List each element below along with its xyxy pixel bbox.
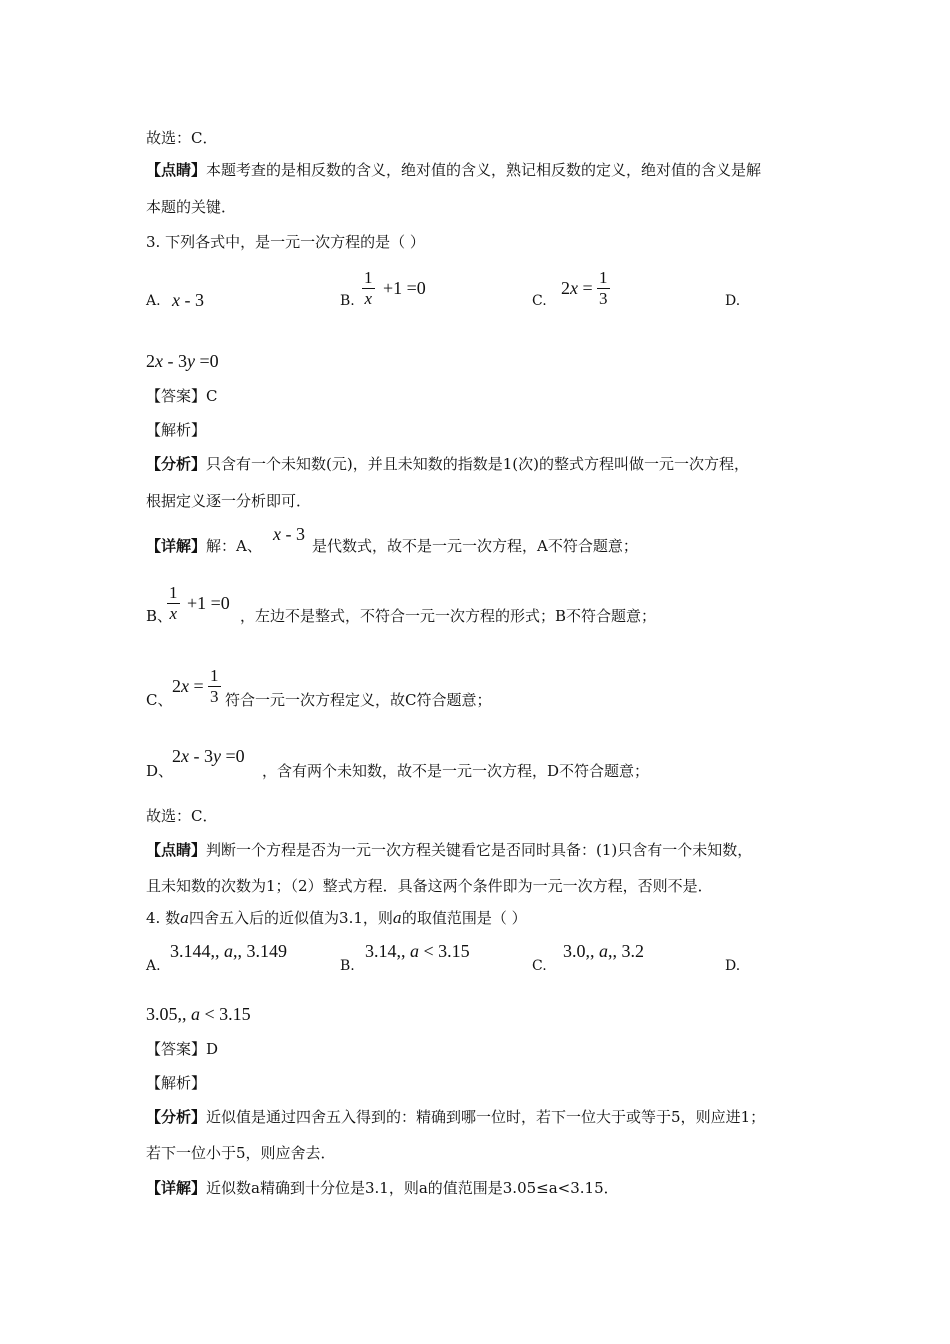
q3-label-a: A.	[146, 293, 161, 309]
q3-option-c-fraction: $\frac{1}{3}$	[599, 268, 608, 308]
q3-option-b-rest: +1 =0	[383, 278, 426, 298]
q3-conclusion: 故选：C．	[146, 807, 218, 825]
q3-option-b-fraction: $\frac{1}{x}$	[364, 268, 373, 308]
q3-detail-a-expr: x - 3	[273, 524, 305, 544]
q4-option-c: 3.0,, a,, 3.2	[563, 941, 644, 961]
comment-line-1	[146, 160, 761, 180]
q4-option-b: 3.14,, a < 3.15	[365, 941, 470, 961]
conclusion-line: 故选：C．	[146, 129, 218, 147]
q3-detail-c-suffix: 符合一元一次方程定义，故C符合题意；	[225, 691, 492, 709]
q3-detail-d-prefix: D、	[146, 762, 174, 780]
q3-detail-d-expr: 2x - 3y =0	[172, 746, 245, 766]
q3-answer: 【答案】C	[146, 387, 218, 405]
q3-option-d: 2x - 3y =0	[146, 351, 219, 371]
comment-text: 本题考查的是相反数的含义，绝对值的含义，熟记相反数的定义，绝对值的含义是解	[206, 161, 762, 179]
q3-comment-line-1: 【点睛】判断一个方程是否为一元一次方程关键看它是否同时具备：(1)只含有一个未知数，	[146, 841, 753, 859]
q3-detail-b-rest: +1 =0	[187, 593, 230, 613]
q3-label-b: B.	[340, 293, 355, 309]
q4-label-c: C.	[532, 958, 547, 974]
q3-detail-b-fraction: $\frac{1}{x}$	[169, 583, 178, 623]
q4-analysis-line-1: 【分析】近似值是通过四舍五入得到的：精确到哪一位时，若下一位大于或等于5，则应进1；	[146, 1108, 766, 1126]
q3-analysis-tag: 【解析】	[146, 421, 207, 439]
q3-label-d: D.	[725, 293, 741, 309]
q4-analysis-tag: 【解析】	[146, 1074, 207, 1092]
q3-detail-c-left: 2x =	[172, 676, 204, 696]
q3-option-c-left: 2x =	[561, 278, 593, 298]
question-3-stem: 3. 下列各式中，是一元一次方程的是（ ）	[146, 233, 425, 251]
comment-line-2: 本题的关键．	[146, 198, 237, 216]
q3-detail-c-fraction: $\frac{1}{3}$	[210, 666, 219, 706]
q3-analysis-line-2: 根据定义逐一分析即可．	[146, 492, 312, 510]
q4-option-d: 3.05,, a < 3.15	[146, 1004, 251, 1024]
q3-detail-b-prefix: B、	[146, 607, 173, 625]
q3-detail-a-suffix: 是代数式，故不是一元一次方程，A不符合题意；	[312, 537, 638, 555]
q4-label-d: D.	[725, 958, 741, 974]
q3-analysis-line-1: 【分析】只含有一个未知数(元)，并且未知数的指数是1(次)的整式方程叫做一元一次方程，	[146, 455, 749, 473]
q4-option-a: 3.144,, a,, 3.149	[170, 941, 287, 961]
q3-detail-d-suffix: ，含有两个未知数，故不是一元一次方程，D不符合题意；	[262, 762, 650, 780]
q3-option-a: x - 3	[172, 290, 204, 310]
q4-label-a: A.	[146, 958, 161, 974]
q4-detail: 【详解】近似数a精确到十分位是3.1，则a的值范围是3.05≤a<3.15．	[146, 1179, 619, 1197]
q4-analysis-line-2: 若下一位小于5，则应舍去．	[146, 1144, 336, 1162]
q4-label-b: B.	[340, 958, 355, 974]
q3-detail-a-prefix: 【详解】解：A、	[146, 537, 262, 555]
q4-answer: 【答案】D	[146, 1040, 219, 1058]
q3-label-c: C.	[532, 293, 547, 309]
q3-detail-b-suffix: ，左边不是整式，不符合一元一次方程的形式；B不符合题意；	[240, 607, 657, 625]
q3-detail-c-prefix: C、	[146, 691, 173, 709]
q3-comment-line-2: 且未知数的次数为1；（2）整式方程．具备这两个条件即为一元一次方程，否则不是．	[146, 877, 713, 895]
question-4-stem: 4. 数a四舍五入后的近似值为3.1，则a的取值范围是（ ）	[146, 909, 527, 927]
comment-tag: 【点睛】	[146, 161, 207, 179]
